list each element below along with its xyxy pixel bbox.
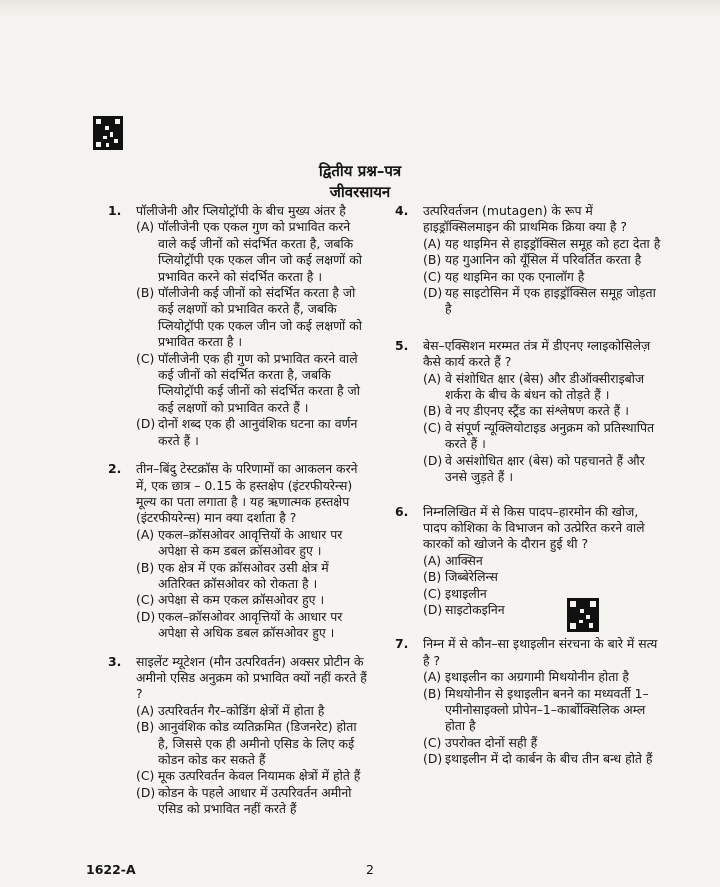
question-2 bbox=[108, 461, 370, 641]
option-a bbox=[423, 553, 663, 569]
option-text: अपेक्षा से कम एकल क्रॉसओवर हुए । bbox=[158, 592, 325, 608]
option-text: वे संपूर्ण न्यूक्लियोटाइड अनुक्रम को प्रतिस्थापित करते हैं । bbox=[445, 419, 655, 452]
question-4 bbox=[395, 203, 663, 318]
option-text: इथाइलीन bbox=[445, 585, 487, 601]
option-label: (A) bbox=[423, 235, 442, 251]
question-text: निम्नलिखित में से किस पादप–हारमोन की खोज, पादप कोशिका के विभाजन को उत्प्रेरित करने वाले कारकों को खोजने के दौरान हुई थी ? bbox=[423, 503, 645, 552]
question-number: 7. bbox=[395, 636, 409, 652]
question-number: 3. bbox=[108, 653, 122, 669]
option-d bbox=[423, 602, 663, 618]
option-label: (A) bbox=[423, 669, 442, 685]
option-text: पॉलीजेनी एक एकल गुण को प्रभावित करने वाले कई जीनों को संदर्भित करता है, जबकि प्लियोट्रॉपी एक एकल जीन जो कई लक्षणों को प्रभावित करने को संदर्भित करता है । bbox=[158, 219, 362, 284]
option-a bbox=[423, 236, 663, 252]
option-c bbox=[136, 592, 370, 608]
option-label: (A) bbox=[136, 702, 155, 718]
option-text: एकल–क्रॉसओवर आवृत्तियों के आधार पर अपेक्षा से कम डबल क्रॉसओवर हुए । bbox=[158, 526, 343, 559]
option-d bbox=[136, 609, 370, 642]
question-number: 6. bbox=[395, 503, 409, 519]
option-label: (A) bbox=[423, 552, 442, 568]
question-text: तीन–बिंदु टेस्टक्रॉस के परिणामों का आकलन करने में, एक छात्र – 0.15 के हस्तक्षेप (इंटरफीयरेन्स) मूल्य का पता लगाता है । यह ऋणात्मक हस्तक्षेप (इंटरफीयरेन्स) मान क्या दर्शाता है ? bbox=[136, 461, 358, 526]
option-a bbox=[136, 219, 370, 285]
option-label: (D) bbox=[423, 452, 443, 468]
option-label: (C) bbox=[423, 419, 442, 435]
question-text: पॉलीजेनी और प्लियोट्रॉपी के बीच मुख्य अंतर है bbox=[136, 203, 346, 218]
page-number: 2 bbox=[366, 862, 374, 877]
option-label: (C) bbox=[423, 268, 442, 284]
option-text: यह साइटोसिन में एक हाइड्रॉक्सिल समूह जोड़ता है bbox=[445, 285, 656, 317]
option-label: (C) bbox=[423, 734, 442, 750]
question-number: 1. bbox=[108, 203, 122, 218]
option-label: (D) bbox=[136, 784, 156, 800]
option-a bbox=[136, 703, 370, 719]
option-c bbox=[423, 586, 663, 602]
option-text: एक क्षेत्र में एक क्रॉसओवर उसी क्षेत्र में अतिरिक्त क्रॉसओवर को रोकता है । bbox=[158, 559, 329, 591]
option-label: (A) bbox=[136, 526, 155, 542]
option-d bbox=[423, 285, 663, 318]
option-label: (B) bbox=[136, 719, 155, 735]
right-column bbox=[395, 203, 663, 780]
option-d bbox=[423, 453, 663, 486]
option-text: वे असंशोधित क्षार (बेस) को पहचानते हैं और उनसे जुड़ते हैं । bbox=[445, 452, 645, 485]
question-1 bbox=[108, 203, 370, 449]
question-5 bbox=[395, 338, 663, 486]
option-text: कोडन के पहले आधार में उत्परिवर्तन अमीनो एसिड को प्रभावित नहीं करते हैं bbox=[158, 784, 352, 817]
question-text: बेस–एक्सिशन मरम्मत तंत्र में डीएनए ग्लाइकोसिलेज़ कैसे कार्य करते हैं ? bbox=[423, 337, 651, 370]
option-label: (D) bbox=[136, 416, 156, 432]
question-number: 5. bbox=[395, 337, 409, 353]
option-c bbox=[423, 420, 663, 453]
option-text: साइटोकइनिन bbox=[445, 601, 505, 617]
option-text: इथाइलीन में दो कार्बन के बीच तीन बन्ध होते हैं bbox=[445, 751, 653, 767]
option-b bbox=[136, 560, 370, 593]
option-label: (D) bbox=[423, 285, 443, 301]
option-text: वे नए डीएनए स्ट्रैंड का संश्लेषण करते हैं । bbox=[445, 403, 629, 419]
qr-code-icon bbox=[93, 116, 123, 150]
option-c bbox=[136, 351, 370, 417]
option-a bbox=[423, 371, 663, 404]
option-text: आनुवंशिक कोड व्यतिक्रमित (डिजनरेट) होता है, जिससे एक ही अमीनो एसिड के लिए कई कोडन कोड कर सकते हैं bbox=[158, 719, 357, 767]
option-c bbox=[423, 735, 663, 751]
option-label: (B) bbox=[423, 685, 442, 701]
option-label: (D) bbox=[423, 751, 443, 767]
question-number: 4. bbox=[395, 203, 409, 218]
option-b bbox=[423, 569, 663, 585]
question-text: उत्परिवर्तजन (mutagen) के रूप में हाइड्रॉक्सिलमाइन की प्राथमिक क्रिया क्या है ? bbox=[423, 203, 627, 235]
option-c bbox=[136, 768, 370, 784]
paper-title: द्वितीय प्रश्न–पत्र bbox=[318, 162, 402, 180]
option-label: (B) bbox=[136, 559, 155, 575]
question-6 bbox=[395, 504, 663, 619]
option-b bbox=[136, 285, 370, 351]
option-text: यह गुआनिन को यूँसिल में परिवर्तित करता है bbox=[445, 252, 642, 268]
option-d bbox=[136, 785, 370, 818]
option-text: उपरोक्त दोनों सही हैं bbox=[445, 734, 538, 750]
option-text: वे संशोधित क्षार (बेस) और डीऑक्सीराइबोज शर्करा के बीच के बंधन को तोड़ते हैं । bbox=[445, 370, 645, 403]
option-label: (D) bbox=[423, 601, 443, 617]
option-d bbox=[423, 751, 663, 767]
option-label: (C) bbox=[136, 592, 155, 608]
option-text: इथाइलीन का अग्रगामी मिथयोनीन होता है bbox=[445, 669, 629, 685]
question-number: 2. bbox=[108, 461, 122, 477]
option-a bbox=[423, 669, 663, 685]
option-label: (C) bbox=[136, 350, 155, 366]
qr-code-icon bbox=[567, 598, 599, 632]
option-label: (B) bbox=[423, 252, 442, 268]
option-label: (D) bbox=[136, 608, 156, 624]
option-label: (B) bbox=[136, 285, 155, 301]
paper-code: 1622-A bbox=[86, 862, 136, 877]
option-c bbox=[423, 269, 663, 285]
option-text: मिथयोनीन से इथाइलीन बनने का मध्यवर्ती 1–एमीनोसाइक्लो प्रोपेन–1–कार्बोक्सिलिक अम्ल होता है bbox=[445, 685, 649, 734]
option-b bbox=[136, 719, 370, 768]
option-b bbox=[423, 252, 663, 268]
left-column bbox=[108, 203, 370, 830]
option-text: दोनों शब्द एक ही आनुवंशिक घटना का वर्णन करते हैं । bbox=[158, 416, 358, 448]
option-label: (B) bbox=[423, 403, 442, 419]
option-b bbox=[423, 403, 663, 419]
option-b bbox=[423, 686, 663, 735]
option-text: उत्परिवर्तन गैर–कोडिंग क्षेत्रों में होता है bbox=[158, 702, 325, 718]
option-text: मूक उत्परिवर्तन केवल नियामक क्षेत्रों में होते हैं bbox=[158, 768, 361, 784]
question-text: साइलेंट म्यूटेशन (मौन उत्परिवर्तन) अक्सर प्रोटीन के अमीनो एसिड अनुक्रम को प्रभावित क्यों नहीं करते हैं ? bbox=[136, 653, 367, 702]
option-label: (A) bbox=[423, 370, 442, 386]
option-label: (A) bbox=[136, 219, 155, 235]
option-label: (C) bbox=[423, 585, 442, 601]
question-7 bbox=[395, 636, 663, 767]
option-text: यह थाइमिन से हाइड्रॉक्सिल समूह को हटा देता है bbox=[445, 235, 661, 251]
question-3 bbox=[108, 654, 370, 818]
option-d bbox=[136, 416, 370, 449]
question-text: निम्न में से कौन–सा इथाइलीन संरचना के बारे में सत्य है ? bbox=[423, 636, 658, 668]
option-text: पॉलीजेनी कई जीनों को संदर्भित करता है जो कई लक्षणों को प्रभावित करते हैं, जबकि प्लियोट्रॉपी एक एकल जीन जो कई लक्षणों को प्रभावित करता है । bbox=[158, 285, 362, 350]
option-label: (B) bbox=[423, 569, 442, 585]
option-text: एकल–क्रॉसओवर आवृत्तियों के आधार पर अपेक्षा से अधिक डबल क्रॉसओवर हुए । bbox=[158, 608, 343, 641]
option-label: (C) bbox=[136, 768, 155, 784]
option-a bbox=[136, 527, 370, 560]
option-text: जिब्बेरेलिन्स bbox=[445, 569, 498, 585]
option-text: पॉलीजेनी एक ही गुण को प्रभावित करने वाले कई जीनों को संदर्भित करता है, जबकि प्लियोट्रॉपी कई जीनों को संदर्भित करता है जो कई लक्षणों को प्रभावित करते हैं । bbox=[158, 350, 360, 415]
option-text: यह थाइमिन का एक एनालॉग है bbox=[445, 268, 585, 284]
option-text: आक्सिन bbox=[445, 552, 483, 568]
subject-title: जीवरसायन bbox=[329, 183, 391, 201]
